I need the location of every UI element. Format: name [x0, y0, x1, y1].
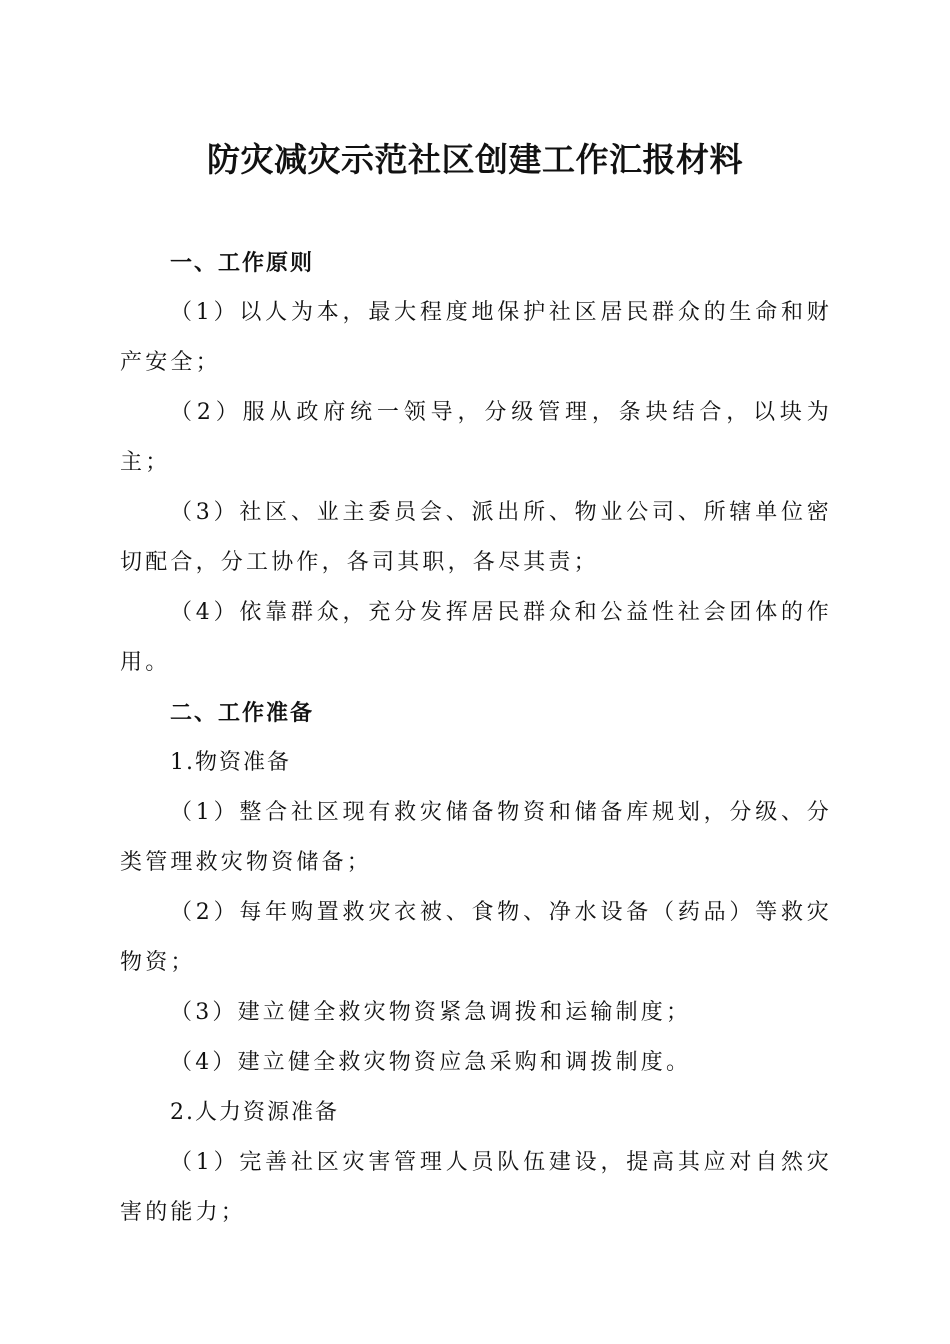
paragraph: （1）完善社区灾害管理人员队伍建设，提高其应对自然灾害的能力； — [120, 1150, 832, 1225]
paragraph: （1）整合社区现有救灾储备物资和储备库规划，分级、分类管理救灾物资储备； — [120, 800, 832, 875]
paragraph: （2）每年购置救灾衣被、食物、净水设备（药品）等救灾物资； — [120, 900, 832, 975]
paragraph: （4）依靠群众，充分发挥居民群众和公益性社会团体的作用。 — [120, 600, 832, 675]
section-heading-preparation: 二、工作准备 — [170, 700, 315, 726]
document-body — [120, 238, 832, 1238]
paragraph: （3）社区、业主委员会、派出所、物业公司、所辖单位密切配合，分工协作，各司其职，各尽其责； — [120, 500, 832, 575]
paragraph: （1）以人为本，最大程度地保护社区居民群众的生命和财产安全； — [120, 300, 832, 375]
section-heading-principles: 一、工作原则 — [170, 250, 315, 276]
paragraph: （4）建立健全救灾物资应急采购和调拨制度。 — [170, 1050, 692, 1075]
paragraph: （2）服从政府统一领导，分级管理，条块结合，以块为主； — [120, 400, 832, 475]
paragraph: （3）建立健全救灾物资紧急调拨和运输制度； — [170, 1000, 692, 1025]
document-title: 防灾减灾示范社区创建工作汇报材料 — [207, 140, 743, 179]
subsection-heading-materials: 1.物资准备 — [170, 750, 291, 775]
subsection-heading-human-resources: 2.人力资源准备 — [170, 1100, 339, 1125]
